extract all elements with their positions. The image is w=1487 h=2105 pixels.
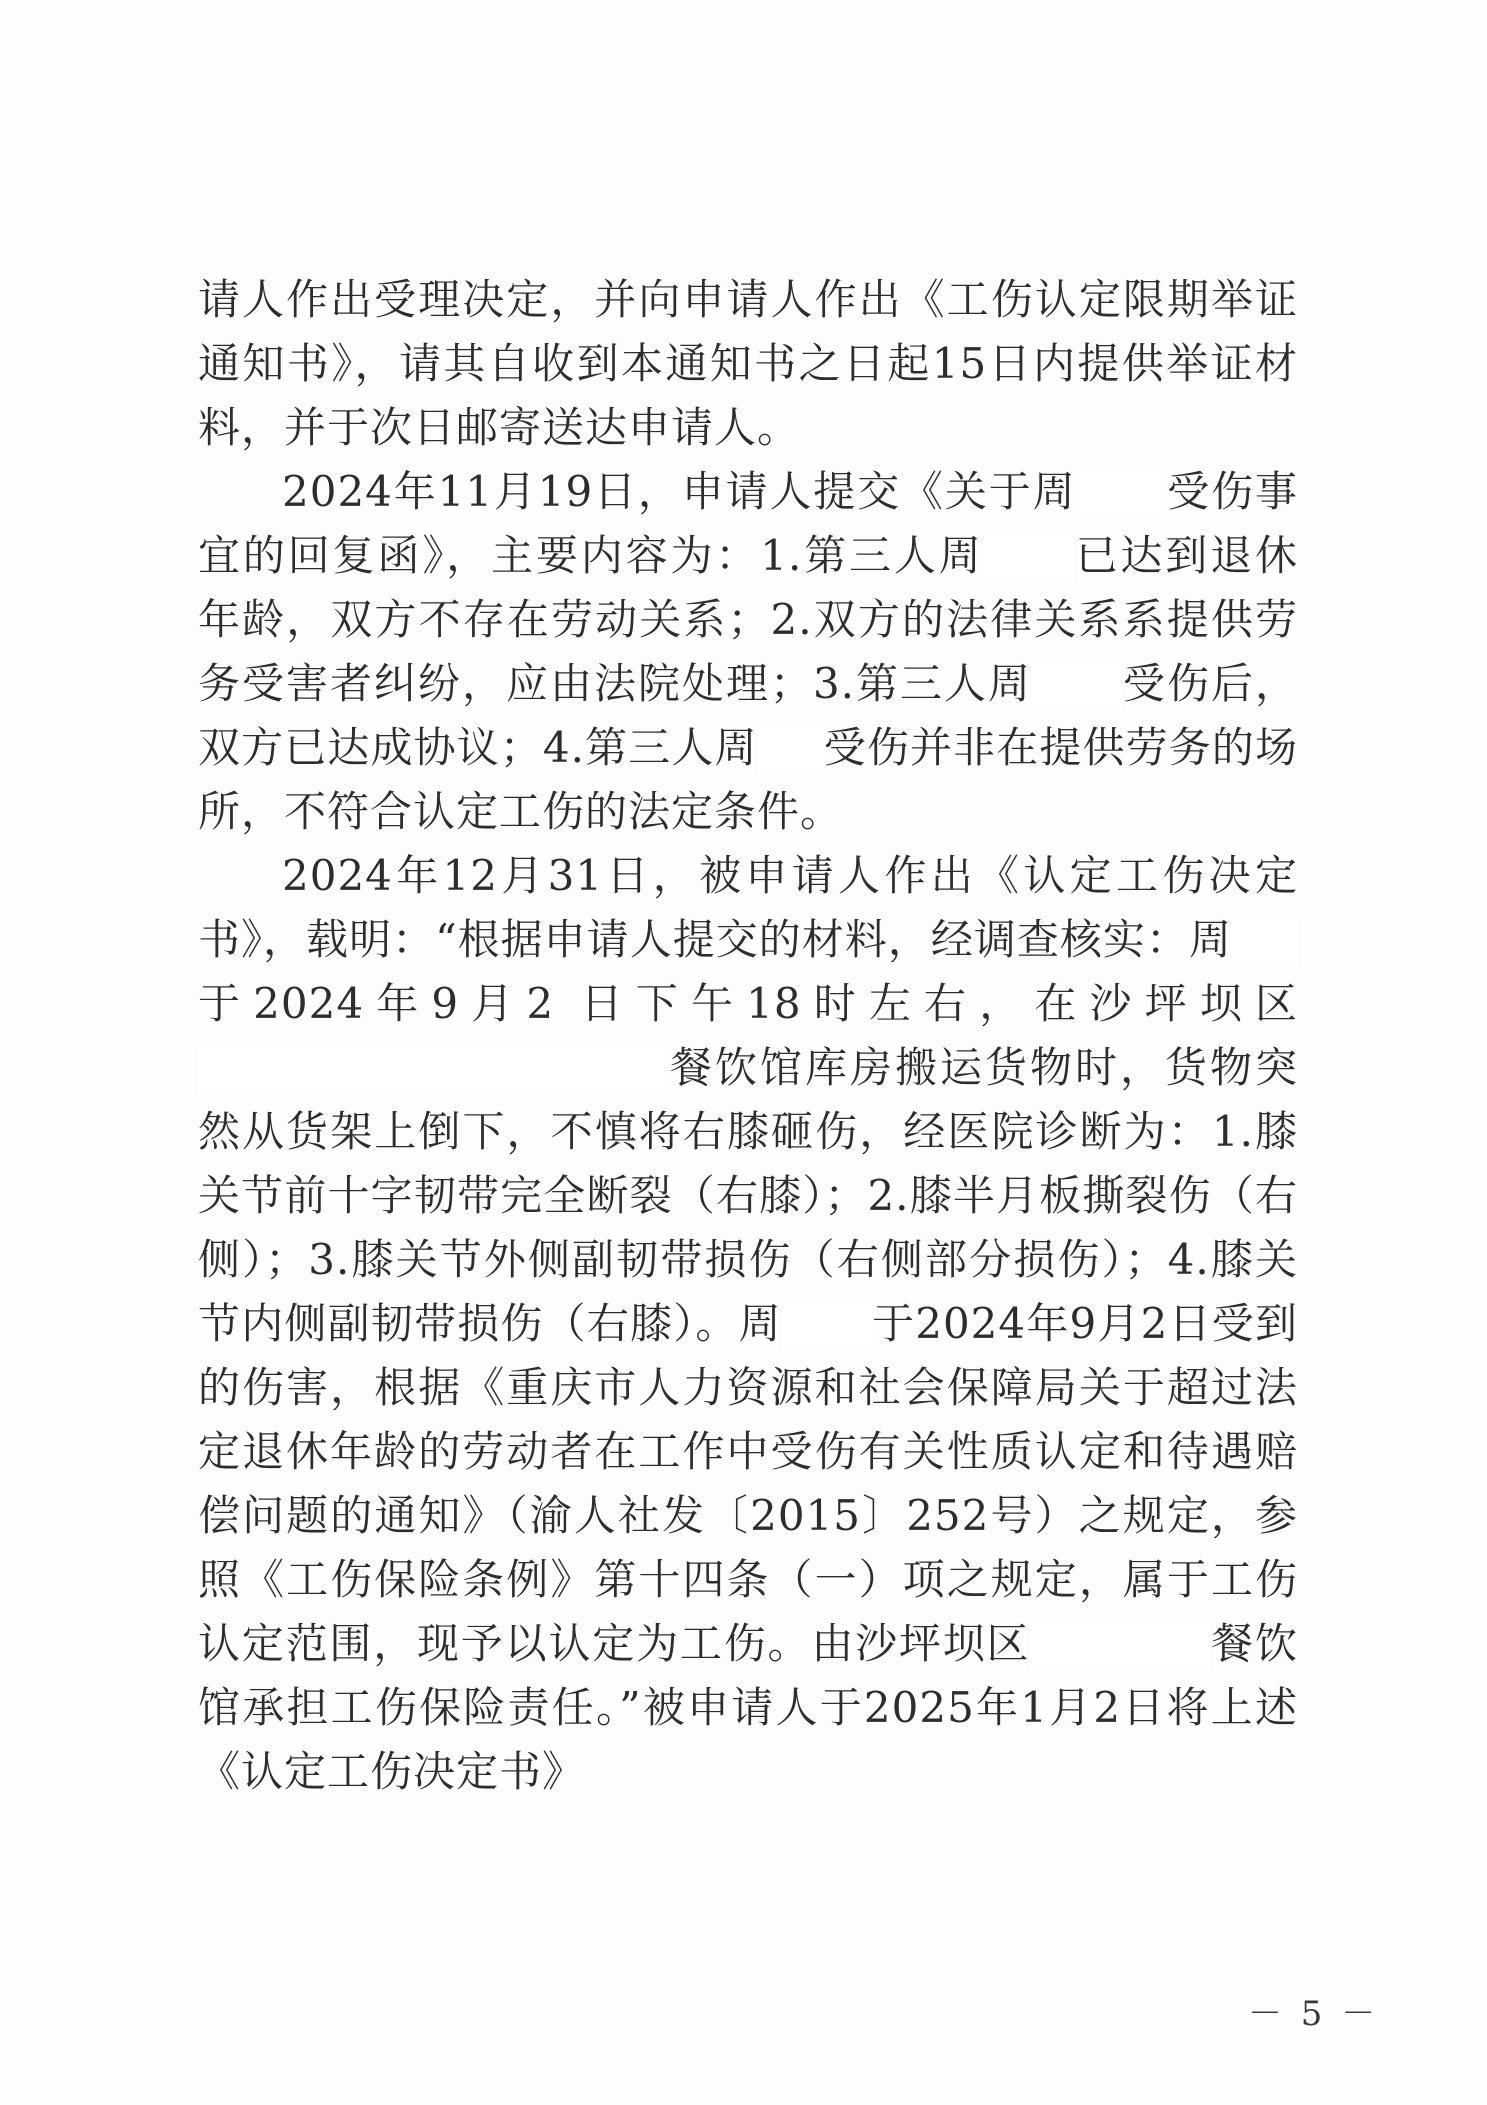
redacted-name — [1076, 472, 1166, 518]
redacted-name — [1032, 664, 1122, 710]
redacted-name — [758, 728, 824, 774]
paragraph-2-text-b: 受伤事宜的回复函》，主要内容为：1.第三人周 — [198, 467, 1298, 580]
redacted-name — [984, 536, 1074, 582]
redacted-business-name — [1030, 1624, 1210, 1670]
redacted-name — [1232, 920, 1298, 966]
document-body — [198, 268, 1298, 1804]
paragraph-2-text-a: 2024年11月19日，申请人提交《关于周 — [282, 467, 1077, 516]
paragraph-1 — [198, 268, 1298, 460]
paragraph-3-text-e: 餐饮馆承担工伤保险责任。”被申请人于2025年1月2日将上述《认定工伤决定书》 — [198, 1619, 1298, 1796]
paragraph-1-text: 请人作出受理决定，并向申请人作出《工伤认定限期举证通知书》，请其自收到本通知书之日起15日内提供举证材料，并于次日邮寄送达申请人。 — [198, 275, 1298, 452]
paragraph-3-text-b: 于2024年9月2 日下午18时左右，在沙坪坝区 — [198, 979, 1298, 1028]
paragraph-2-text-d: 受伤后，双方已达成协议；4.第三人周 — [198, 659, 1298, 772]
page-number: － 5 － — [1248, 1994, 1380, 2034]
paragraph-3 — [198, 844, 1298, 1804]
redacted-address — [198, 1048, 668, 1094]
paragraph-3-text-a: 2024年12月31日，被申请人作出《认定工伤决定书》，载明：“根据申请人提交的材料，经调查核实：周 — [198, 851, 1298, 964]
paragraph-2 — [198, 460, 1298, 844]
paragraph-3-text-c: 餐饮馆库房搬运货物时，货物突然从货架上倒下，不慎将右膝砸伤，经医院诊断为：1.膝关节前十字韧带完全断裂（右膝）；2.膝半月板撕裂伤（右侧）；3.膝关节外侧副韧带损伤（右侧部分损伤）；4.膝关节内侧副韧带损伤（右膝）。周 — [198, 1043, 1298, 1348]
paragraph-2-text-c: 已达到退休年龄，双方不存在劳动关系；2.双方的法律关系系提供劳务受害者纠纷，应由法院处理；3.第三人周 — [198, 531, 1298, 708]
paragraph-3-text-d: 于2024年9月2日受到的伤害，根据《重庆市人力资源和社会保障局关于超过法定退休年龄的劳动者在工作中受伤有关性质认定和待遇赔偿问题的通知》（渝人社发〔2015〕252号）之规定，参照《工伤保险条例》第十四条（一）项之规定，属于工伤认定范围，现予以认定为工伤。由沙坪坝区 — [198, 1299, 1298, 1668]
redacted-name — [782, 1304, 872, 1350]
paragraph-2-text-e: 受伤并非在提供劳务的场所，不符合认定工伤的法定条件。 — [198, 723, 1298, 836]
